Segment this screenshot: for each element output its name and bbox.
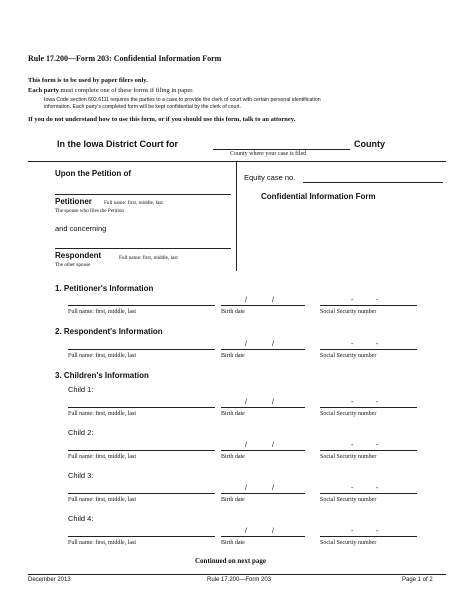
help-note: If you do not understand how to use this form, or if you should use this form, talk to an attorney. <box>28 116 296 123</box>
respondent-sub: The other spouse <box>55 262 91 268</box>
county-label: County <box>354 139 385 149</box>
name-caption: Full name: first, middle, last <box>68 353 136 359</box>
petitioner-hint: Full name: first, middle, last <box>104 200 163 206</box>
each-party-bold: Each party <box>28 87 59 94</box>
respondent-birth-field[interactable] <box>221 349 305 350</box>
county-note: County where your case is filed <box>230 151 307 157</box>
birth-caption: Birth date <box>221 353 245 359</box>
ssn-caption: Social Security number <box>320 540 377 546</box>
equity-label: Equity case no. <box>244 173 296 182</box>
equity-case-field[interactable] <box>303 182 443 183</box>
caption-divider <box>236 161 237 271</box>
petitioner-ssn-field[interactable] <box>320 305 417 306</box>
child-3-birth-field[interactable] <box>221 493 305 494</box>
child-4-ssn-field[interactable] <box>320 536 417 537</box>
petitioner-birth-field[interactable] <box>221 305 305 306</box>
name-caption: Full name: first, middle, last <box>68 454 136 460</box>
birth-caption: Birth date <box>221 411 245 417</box>
name-caption: Full name: first, middle, last <box>68 540 136 546</box>
ssn-caption: Social Security number <box>320 353 377 359</box>
child-label: Child 2: <box>68 428 94 437</box>
confidential-form-title: Confidential Information Form <box>261 192 376 201</box>
petitioner-name-field[interactable] <box>55 194 231 195</box>
petition-of-label: Upon the Petition of <box>55 169 131 178</box>
section-respondent-info: 2. Respondent's Information <box>55 327 163 336</box>
county-name-field[interactable] <box>213 149 350 150</box>
name-caption: Full name: first, middle, last <box>68 497 136 503</box>
ssn-caption: Social Security number <box>320 411 377 417</box>
ssn-caption: Social Security number <box>320 454 377 460</box>
child-1-ssn-field[interactable] <box>320 407 417 408</box>
child-label: Child 4: <box>68 514 94 523</box>
continued-note: Continued on next page <box>195 557 266 565</box>
child-1-name-field[interactable] <box>68 407 215 408</box>
court-label: In the Iowa District Court for <box>57 139 179 149</box>
footer-rule-label: Rule 17.200—Form 203 <box>207 577 272 583</box>
petitioner-label: Petitioner <box>55 197 92 206</box>
child-2-ssn-field[interactable] <box>320 450 417 451</box>
respondent-label: Respondent <box>55 251 102 260</box>
birth-caption: Birth date <box>221 309 245 315</box>
child-4-birth-field[interactable] <box>221 536 305 537</box>
child-2-birth-field[interactable] <box>221 450 305 451</box>
child-label: Child 1: <box>68 385 94 394</box>
iowa-code-line-2: information. Each party's completed form will be kept confidential by the clerk of court. <box>44 104 242 110</box>
petitioner-full-name-field[interactable] <box>68 305 215 306</box>
ssn-caption: Social Security number <box>320 497 377 503</box>
name-caption: Full name: first, middle, last <box>68 309 136 315</box>
section-petitioner-info: 1. Petitioner's Information <box>55 284 154 293</box>
each-party-note <box>28 87 194 94</box>
iowa-code-line-1: Iowa Code section 602.6111 requires the parties to a case to provide the clerk of court with certain personal identification <box>44 97 321 103</box>
birth-caption: Birth date <box>221 497 245 503</box>
child-label: Child 3: <box>68 471 94 480</box>
caption-top-rule <box>28 161 446 162</box>
respondent-name-field[interactable] <box>55 248 231 249</box>
form-title: Rule 17.200—Form 203: Confidential Information Form <box>28 54 222 63</box>
birth-caption: Birth date <box>221 540 245 546</box>
each-party-rest: must complete one of these forms if filing in paper. <box>58 87 194 94</box>
child-2-name-field[interactable] <box>68 450 215 451</box>
footer-rule <box>28 574 446 575</box>
paper-filers-note: This form is to be used by paper filers only. <box>28 77 148 84</box>
respondent-ssn-field[interactable] <box>320 349 417 350</box>
name-caption: Full name: first, middle, last <box>68 411 136 417</box>
child-3-ssn-field[interactable] <box>320 493 417 494</box>
respondent-full-name-field[interactable] <box>68 349 215 350</box>
concerning-label: and concerning <box>55 224 107 233</box>
child-4-name-field[interactable] <box>68 536 215 537</box>
section-children-info: 3. Children's Information <box>55 371 149 380</box>
child-3-name-field[interactable] <box>68 493 215 494</box>
ssn-caption: Social Security number <box>320 309 377 315</box>
footer-page: Page 1 of 2 <box>402 577 433 583</box>
petitioner-sub: The spouse who files the Petition <box>55 208 125 214</box>
footer-date: December 2013 <box>28 577 71 583</box>
child-1-birth-field[interactable] <box>221 407 305 408</box>
birth-caption: Birth date <box>221 454 245 460</box>
respondent-hint: Full name: first, middle, last <box>119 255 178 261</box>
